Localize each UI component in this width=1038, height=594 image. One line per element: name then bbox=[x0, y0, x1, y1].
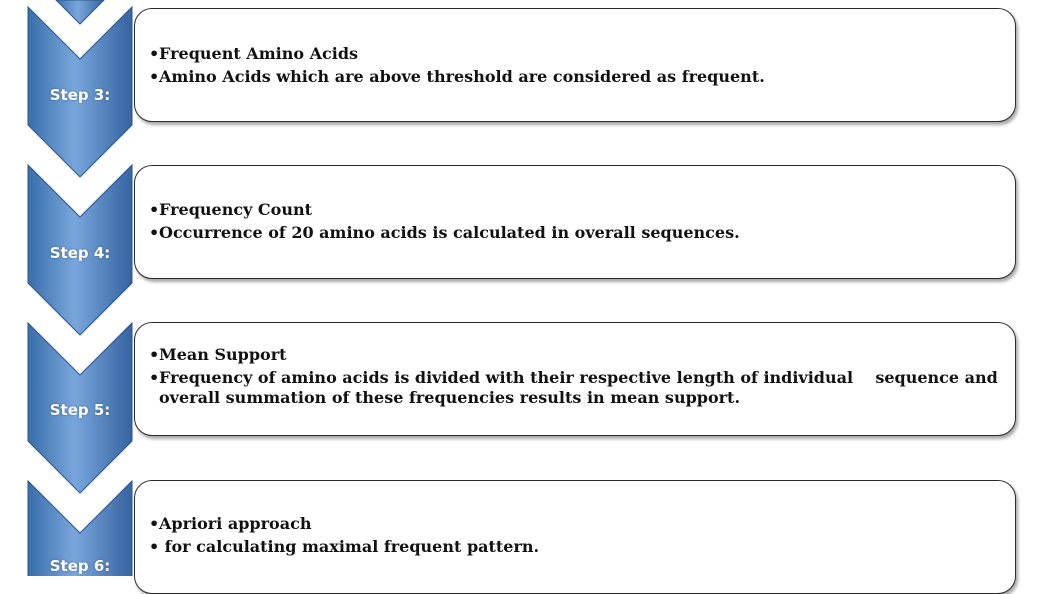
step-description: • Amino Acids which are above threshold are considered as frequent. bbox=[149, 67, 1001, 87]
step-title: • Frequent Amino Acids bbox=[149, 44, 1001, 64]
step-box bbox=[134, 8, 1016, 122]
step-description: • Occurrence of 20 amino acids is calculated in overall sequences. bbox=[149, 223, 1001, 243]
step-title: • Mean Support bbox=[149, 345, 1001, 365]
step-box bbox=[134, 480, 1016, 594]
step-description: • for calculating maximal frequent pattern. bbox=[149, 537, 1001, 557]
step-label: Step 5: bbox=[49, 401, 111, 419]
chevron-step-2 bbox=[56, 0, 104, 24]
step-label: Step 6: bbox=[49, 557, 111, 575]
step-label: Step 3: bbox=[49, 86, 111, 104]
step-description: • Frequency of amino acids is divided with their respective length of individual sequence and overall summation of these frequencies results in mean support. bbox=[149, 368, 1001, 408]
step-box bbox=[134, 165, 1016, 279]
step-label: Step 4: bbox=[49, 244, 111, 262]
step-box bbox=[134, 322, 1016, 436]
step-title: • Frequency Count bbox=[149, 200, 1001, 220]
step-title: • Apriori approach bbox=[149, 514, 1001, 534]
